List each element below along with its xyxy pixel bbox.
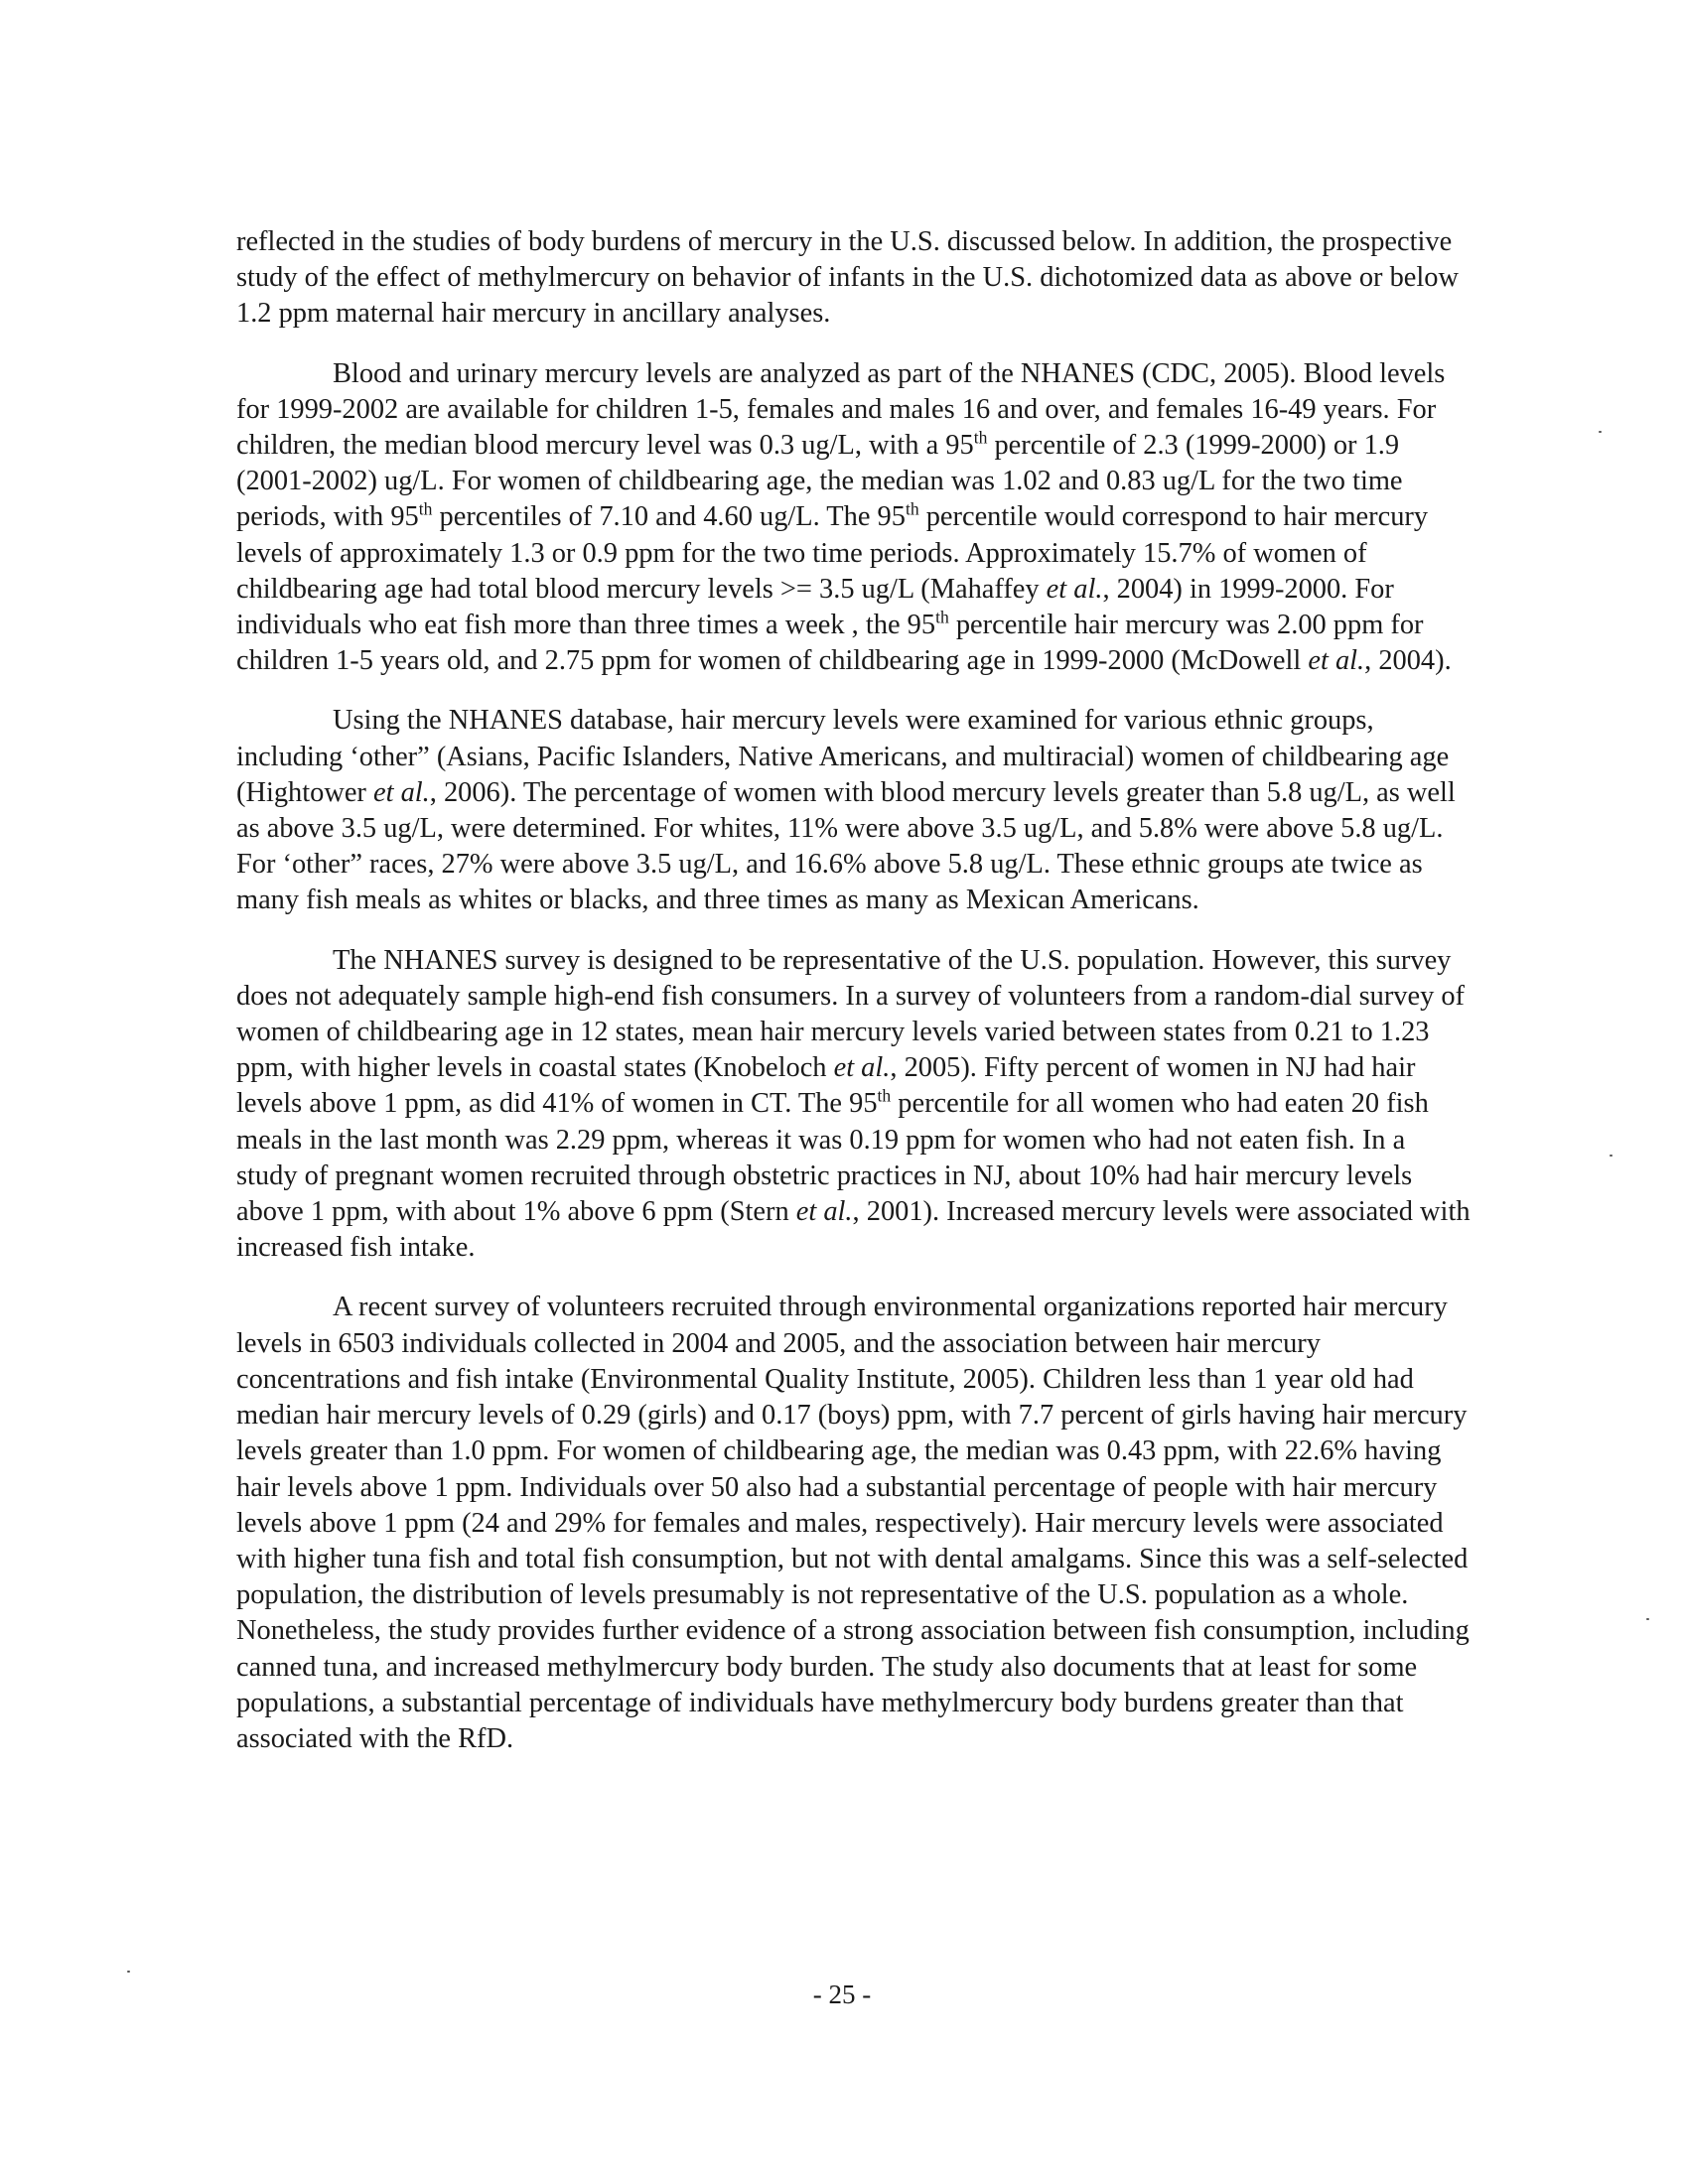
scan-speck [127,1971,130,1973]
text-run: A recent survey of volunteers recruited through environmental organizations reported hair mercury levels in 6503 individuals collected in 2004 and 2005, and the association between hair mercury concentrations and fish intake (Environmental Quality Institute, 2005). Children less than 1 year old had median hair mercury levels of 0.29 (girls) and 0.17 (boys) ppm, with 7.7 percent of girls having hair mercury levels greater than 1.0 ppm. For women of childbearing age, the median was 0.43 ppm, with 22.6% having hair levels above 1 ppm. Individuals over 50 also had a substantial percentage of people with hair mercury levels above 1 ppm (24 and 29% for females and males, respectively). Hair mercury levels were associated with higher tuna fish and total fish consumption, but not with dental amalgams. Since this was a self-selected population, the distribution of levels presumably is not representative of the U.S. population as a whole. Nonetheless, the study provides further evidence of a strong association between fish consumption, including canned tuna, and increased methylmercury body burden. The study also documents that at least for some populations, a substantial percentage of individuals have methylmercury body burdens greater than that associated with the RfD. [236,1292,1470,1754]
paragraph-5 [236,1290,1473,1757]
text-run: , 2006). The percentage of women with blood mercury levels greater than 5.8 ug/L, as well as above 3.5 ug/L, were determined. For whites, 11% were above 3.5 ug/L, and 5.8% were above 5.8 ug/L. For ‘other” races, 27% were above 3.5 ug/L, and 16.6% above 5.8 ug/L. These ethnic groups ate twice as many fish meals as whites or blacks, and three times as many as Mexican Americans. [236,776,1456,916]
paragraph-4 [236,943,1473,1267]
scan-speck [1646,1618,1649,1620]
superscript: th [418,498,433,519]
text-run: percentile would correspond to hair mercury levels of approximately 1.3 or 0.9 ppm for the two time periods. Approximately 15.7% of women of childbearing age had total blood mercury levels >= 3.5 ug/L (Mahaffey [236,501,1429,605]
italic-text: et al. [1046,573,1103,605]
text-run: Blood and urinary mercury levels are analyzed as part of the NHANES (CDC, 2005). Blood levels for 1999-2002 are available for children 1-5, females and males 16 and over, and females 16-49 years. For children, the median blood mercury level was 0.3 ug/L, with a 95 [236,357,1446,462]
text-run: percentile for all women who had eaten 20 fish meals in the last month was 2.29 ppm, whereas it was 0.19 ppm for women who had not eaten fish. In a study of pregnant women recruited through obstetric practices in NJ, about 10% had hair mercury levels above 1 ppm, with about 1% above 6 ppm (Stern [236,1088,1429,1228]
text-run: percentiles of 7.10 and 4.60 ug/L. The 95 [432,501,906,533]
paragraph-3 [236,703,1473,918]
page-number: - 25 - [812,1979,872,2009]
scan-speck [1599,431,1602,433]
superscript: th [973,427,988,448]
paragraph-1 [236,224,1473,333]
text-run: , 2004). [1364,645,1452,677]
text-run: reflected in the studies of body burdens of mercury in the U.S. discussed below. In addition, the prospective study of the effect of methylmercury on behavior of infants in the U.S. dichotomized data as above or below 1.2 ppm maternal hair mercury in ancillary analyses. [236,226,1459,330]
paragraph-2 [236,356,1473,680]
scan-speck [1610,1155,1613,1157]
superscript: th [877,1086,892,1106]
text-run: Using the NHANES database, hair mercury levels were examined for various ethnic groups, including ‘other” (Asians, Pacific Islanders, Native Americans, and multiracial) women of childbearing age (Hightower [236,705,1450,808]
text-run: percentile hair mercury was 2.00 ppm for children 1-5 years old, and 2.75 ppm for women of childbearing age in 1999-2000 (McDowell [236,610,1424,677]
text-run: , 2005). Fifty percent of women in NJ had hair levels above 1 ppm, as did 41% of women in CT. The 95 [236,1052,1416,1120]
text-run: The NHANES survey is designed to be representative of the U.S. population. However, this survey does not adequately sample high-end fish consumers. In a survey of volunteers from a random-dial survey of women of childbearing age in 12 states, mean hair mercury levels varied between states from 0.21 to 1.23 ppm, with higher levels in coastal states (Knobeloch [236,944,1466,1084]
superscript: th [905,498,919,519]
superscript: th [935,607,949,627]
text-run: , 2004) in 1999-2000. For individuals who eat fish more than three times a week , the 95 [236,573,1394,641]
text-run: percentile of 2.3 (1999-2000) or 1.9 (2001-2002) ug/L. For women of childbearing age, the median was 1.02 and 0.83 ug/L for the two time periods, with 95 [236,430,1403,533]
italic-text: et al. [833,1052,891,1084]
document-body [236,224,1473,1781]
italic-text: et al. [1308,645,1365,677]
italic-text: et al. [372,776,430,808]
italic-text: et al. [795,1196,853,1228]
text-run: , 2001). Increased mercury levels were associated with increased fish intake. [236,1196,1471,1264]
